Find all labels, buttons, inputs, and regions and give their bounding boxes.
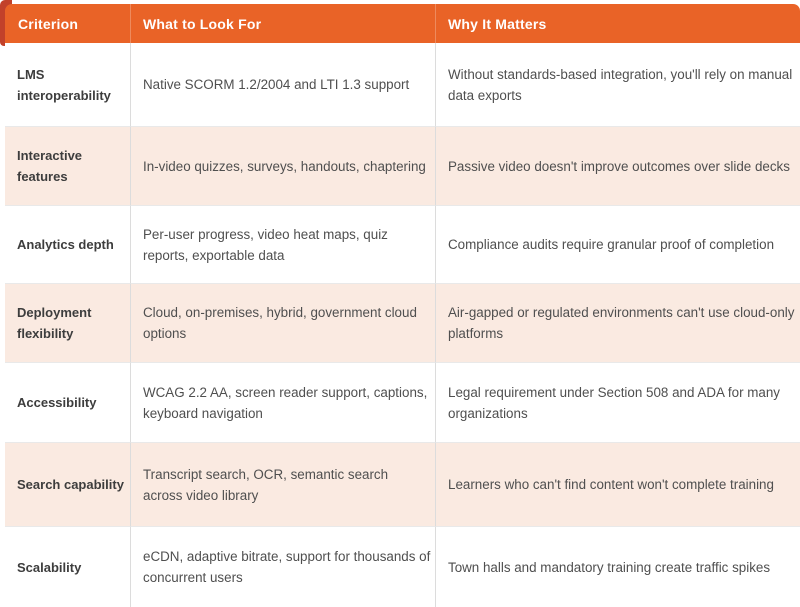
criterion-cell: Scalability bbox=[5, 527, 130, 607]
table-row bbox=[5, 206, 800, 284]
table-row bbox=[5, 284, 800, 363]
table-body bbox=[5, 43, 800, 607]
look-for-cell: WCAG 2.2 AA, screen reader support, captions, keyboard navigation bbox=[130, 363, 435, 443]
why-cell: Legal requirement under Section 508 and ADA for many organizations bbox=[435, 363, 800, 443]
criterion-cell: Analytics depth bbox=[5, 206, 130, 284]
look-for-cell: eCDN, adaptive bitrate, support for thousands of concurrent users bbox=[130, 527, 435, 607]
why-cell: Compliance audits require granular proof of completion bbox=[435, 206, 800, 284]
criterion-cell: Search capability bbox=[5, 443, 130, 527]
column-header-why-it-matters: Why It Matters bbox=[435, 4, 800, 43]
why-cell: Passive video doesn't improve outcomes over slide decks bbox=[435, 127, 800, 206]
why-cell: Air-gapped or regulated environments can't use cloud-only platforms bbox=[435, 284, 800, 363]
criterion-cell: Accessibility bbox=[5, 363, 130, 443]
why-cell: Learners who can't find content won't complete training bbox=[435, 443, 800, 527]
table-row bbox=[5, 443, 800, 527]
comparison-table-container bbox=[5, 4, 800, 607]
table-header bbox=[5, 4, 800, 43]
criterion-cell: Deployment flexibility bbox=[5, 284, 130, 363]
look-for-cell: Native SCORM 1.2/2004 and LTI 1.3 support bbox=[130, 43, 435, 127]
criterion-cell: LMS interoperability bbox=[5, 43, 130, 127]
column-header-criterion: Criterion bbox=[5, 4, 130, 43]
look-for-cell: Per-user progress, video heat maps, quiz reports, exportable data bbox=[130, 206, 435, 284]
look-for-cell: In-video quizzes, surveys, handouts, chaptering bbox=[130, 127, 435, 206]
column-header-what-to-look-for: What to Look For bbox=[130, 4, 435, 43]
comparison-table bbox=[5, 4, 800, 607]
table-row bbox=[5, 527, 800, 607]
table-row bbox=[5, 363, 800, 443]
look-for-cell: Transcript search, OCR, semantic search across video library bbox=[130, 443, 435, 527]
look-for-cell: Cloud, on-premises, hybrid, government cloud options bbox=[130, 284, 435, 363]
why-cell: Without standards-based integration, you'll rely on manual data exports bbox=[435, 43, 800, 127]
header-row bbox=[5, 4, 800, 43]
table-row bbox=[5, 43, 800, 127]
criterion-cell: Interactive features bbox=[5, 127, 130, 206]
table-row bbox=[5, 127, 800, 206]
why-cell: Town halls and mandatory training create traffic spikes bbox=[435, 527, 800, 607]
